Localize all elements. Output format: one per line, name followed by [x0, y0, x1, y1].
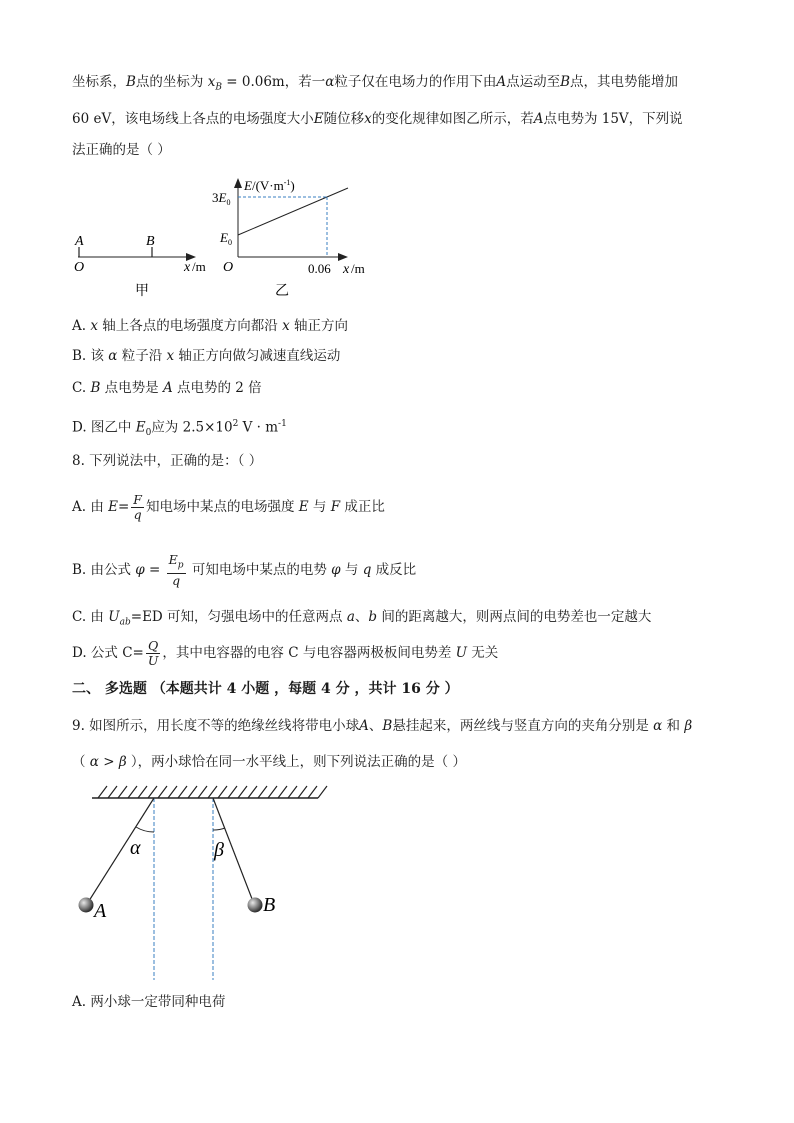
fraction: [146, 639, 161, 668]
x-axis-label: x: [343, 262, 350, 277]
subscript: p: [177, 560, 184, 571]
q7-option-c: [72, 379, 262, 397]
text: 轴正方向做匀减速直线运动: [174, 348, 341, 364]
superscript: 2: [232, 419, 239, 429]
option-label: A.: [72, 318, 91, 334]
q7-line2: [72, 110, 683, 128]
option-label: C. 由: [72, 609, 109, 625]
alpha-symbol: α: [325, 74, 335, 90]
x-symbol: x: [166, 348, 175, 364]
text: 可知电场中某点的电势: [187, 562, 332, 578]
text: 轴上各点的电场强度方向都沿: [97, 318, 283, 334]
ball-b-ref: B: [382, 718, 393, 734]
text: 粒子沿: [117, 348, 167, 364]
numerator: [167, 553, 186, 574]
point-b: B: [560, 74, 571, 90]
text: 点，其电势能增加: [570, 74, 679, 90]
text: 粒子仅在电场力的作用下由: [334, 74, 497, 90]
hatch-mark: [298, 786, 307, 798]
text: =ED 可知，匀强电场中的任意两点: [130, 609, 347, 625]
text: （: [72, 754, 90, 770]
q8-option-b: [72, 553, 416, 588]
x-tick-0-06: 0.06: [308, 261, 331, 276]
hatch-mark: [278, 786, 287, 798]
point-b: B: [126, 74, 136, 90]
text: 与: [340, 562, 363, 578]
x-symbol: x: [364, 111, 372, 127]
text: 60 eV，该电场线上各点的电场强度大小: [72, 111, 314, 127]
text: 知电场中某点的电场强度: [145, 499, 299, 515]
text: = 0.06m: [221, 74, 285, 90]
hatch-mark: [138, 786, 147, 798]
hatch-mark: [238, 786, 247, 798]
equals: =: [117, 499, 130, 515]
hatch-mark: [188, 786, 197, 798]
figure-pendulums: [78, 780, 328, 985]
hatch-mark: [118, 786, 127, 798]
text: 与: [308, 499, 331, 515]
ceiling-hatch: [98, 786, 327, 798]
denominator: U: [147, 653, 159, 668]
e-symbol: E: [298, 499, 309, 515]
q-symbol: q: [362, 562, 372, 578]
hatch-mark: [258, 786, 267, 798]
separator: 、: [354, 609, 369, 625]
q8-stem: 8. 下列说法中，正确的是：（ ）: [72, 453, 263, 469]
subscript: B: [215, 82, 222, 93]
q9-line1: [72, 717, 692, 735]
e-line: [238, 188, 348, 235]
label-b: B: [263, 894, 276, 916]
separator: 、: [368, 718, 383, 734]
hatch-mark: [228, 786, 237, 798]
y-axis-label: $E/(V\cdot m^{-1})$: [244, 178, 295, 193]
text: 9. 如图所示，用长度不等的绝缘丝线将带电小球: [72, 718, 360, 734]
superscript: -1: [278, 419, 287, 429]
point-a: a: [346, 609, 355, 625]
u-symbol: U: [108, 609, 120, 625]
hatch-mark: [288, 786, 297, 798]
text: 坐标系，: [72, 74, 126, 90]
label-o: O: [74, 260, 85, 275]
hatch-mark: [208, 786, 217, 798]
e-symbol: E: [313, 111, 324, 127]
text: 成正比: [340, 499, 385, 515]
hatch-mark: [318, 786, 327, 798]
equals: =: [144, 562, 165, 578]
hatch-mark: [108, 786, 117, 798]
text: 无关: [467, 645, 499, 661]
hatch-mark: [98, 786, 107, 798]
y-axis-arrow: [234, 178, 242, 188]
denominator: q: [133, 507, 142, 522]
text: V · m: [238, 419, 279, 436]
text: 悬挂起来，两丝线与竖直方向的夹角分别是: [392, 718, 654, 734]
q8-option-c: [72, 608, 651, 632]
phi-symbol: φ: [135, 562, 145, 578]
point-a: A: [496, 74, 507, 90]
x-axis-unit: /m: [192, 259, 206, 274]
text: ，其中电容器的电容 C 与电容器两极板间电势差: [162, 645, 456, 661]
q9-line2: [72, 753, 466, 771]
label-b: B: [146, 234, 155, 249]
y-tick-3e0: $3E_0$: [212, 190, 231, 207]
option-label: D. 公式 C=: [72, 645, 144, 661]
hatch-mark: [168, 786, 177, 798]
x-axis-label: x: [184, 260, 191, 275]
text: 随位移: [323, 111, 365, 127]
ball-b: [248, 898, 263, 913]
beta-symbol: β: [684, 718, 693, 734]
label-o: O: [223, 260, 234, 275]
text: 点电势是: [100, 380, 163, 396]
denominator: q: [172, 572, 181, 588]
q9-option-a: A. 两小球一定带同种电荷: [72, 994, 226, 1010]
hatch-mark: [148, 786, 157, 798]
x-symbol: x: [90, 318, 98, 334]
figure-jia: [68, 225, 218, 305]
hatch-mark: [218, 786, 227, 798]
caption-yi: 乙: [275, 284, 289, 299]
text: 成反比: [371, 562, 417, 578]
hatch-mark: [178, 786, 187, 798]
option-label: B. 该: [72, 348, 109, 364]
text: 点电势为 15V，下列说: [543, 111, 683, 127]
q7-option-d: [72, 415, 287, 442]
angle-arc-alpha: [136, 827, 154, 832]
alpha-symbol: α: [653, 718, 663, 734]
ball-a-ref: A: [359, 718, 369, 734]
alpha-symbol: α: [108, 348, 118, 364]
e-symbol: E: [108, 499, 118, 515]
caption-jia: 甲: [135, 284, 149, 299]
text: 应为 2.5×10: [151, 419, 233, 436]
label-beta: β: [214, 839, 224, 861]
thread-a: [87, 798, 154, 904]
text: 和: [662, 718, 685, 734]
alpha-symbol: α: [89, 754, 99, 770]
label-a: A: [75, 234, 84, 249]
text: 轴正方向: [289, 318, 348, 334]
text: 的变化规律如图乙所示，若: [371, 111, 534, 127]
q7-option-b: [72, 347, 340, 365]
x-axis-arrow: [338, 253, 348, 261]
hatch-mark: [248, 786, 257, 798]
hatch-mark: [128, 786, 137, 798]
hatch-mark: [308, 786, 317, 798]
text: 点的坐标为: [135, 74, 208, 90]
text: ），两小球恰在同一水平线上，则下列说法正确的是（ ）: [126, 754, 466, 770]
angle-arc-beta: [213, 828, 225, 830]
option-label: C.: [72, 380, 91, 396]
label-alpha: α: [130, 837, 141, 859]
point-a: A: [162, 380, 173, 396]
u-symbol: U: [455, 645, 467, 661]
subscript: ab: [119, 617, 131, 628]
point-b: B: [90, 380, 101, 396]
beta-symbol: β: [118, 754, 127, 770]
q8-option-d: [72, 636, 498, 670]
x-symbol: x: [282, 318, 290, 334]
point-a: A: [533, 111, 544, 127]
ball-a: [79, 898, 94, 913]
e-symbol: E: [135, 419, 146, 436]
text: ，若一: [284, 74, 326, 90]
q7-line3: 法正确的是（ ）: [72, 142, 171, 158]
q8-option-a: [72, 492, 385, 522]
section-heading: 二、 多选题 （本题共计 4 小题 ，每题 4 分 ，共计 16 分 ）: [72, 681, 459, 697]
point-b: b: [368, 609, 378, 625]
e-symbol: E: [168, 552, 178, 568]
x-symbol: x: [207, 74, 216, 90]
hatch-mark: [158, 786, 167, 798]
q7-line1: [72, 73, 678, 97]
q7-option-a: [72, 317, 348, 335]
text: 间的距离越大，则两点间的电势差也一定越大: [377, 609, 652, 625]
f-symbol: F: [330, 499, 341, 515]
fraction: [167, 553, 186, 588]
option-label: B. 由公式: [72, 562, 136, 578]
figure-yi: [205, 172, 380, 307]
numerator: F: [133, 492, 142, 507]
fraction: [131, 493, 144, 522]
numerator: Q: [148, 638, 159, 653]
text: 点电势的 2 倍: [172, 380, 262, 396]
text: 点运动至: [506, 74, 561, 90]
y-tick-e0: $E_0$: [220, 230, 232, 247]
label-a: A: [94, 900, 107, 922]
x-axis-unit: /m: [351, 261, 365, 276]
subscript: 0: [145, 428, 152, 439]
hatch-mark: [268, 786, 277, 798]
option-label: D. 图乙中: [72, 419, 136, 436]
option-label: A. 由: [72, 499, 109, 515]
hatch-mark: [198, 786, 207, 798]
phi-symbol: φ: [331, 562, 341, 578]
text: >: [98, 754, 119, 770]
